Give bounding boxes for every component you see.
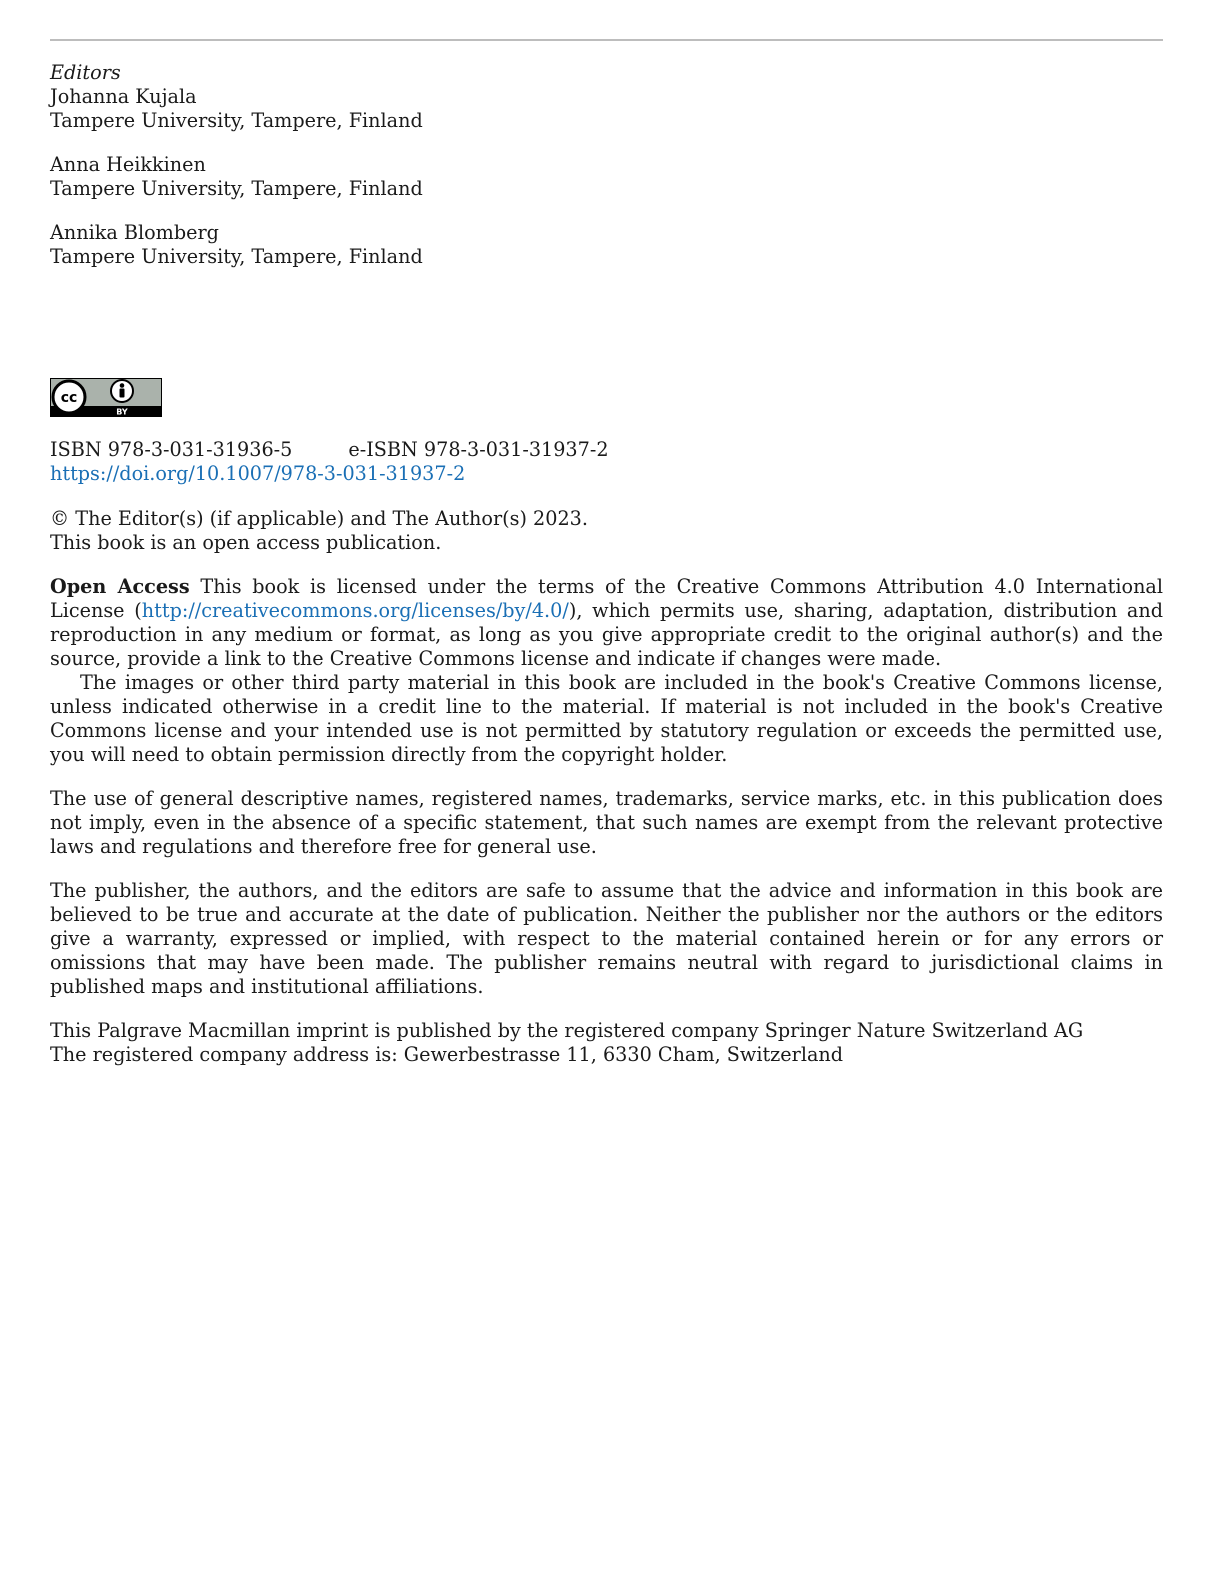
editors-section bbox=[50, 61, 750, 269]
accuracy-disclaimer: The publisher, the authors, and the editors are safe to assume that the advice and information in this book are believed to be true and accurate at the date of publication. Neither the publisher nor the authors or the editors give a warranty, expressed or implied, with respect to the material contained herein or for any errors or omissions that may have been made. The publisher remains neutral with regard to jurisdictional claims in published maps and institutional affiliations. bbox=[50, 879, 1163, 998]
open-access-text-after: ), which permits use, sharing, adaptation, distribution and reproduction in any medium or format, as long as you give appropriate credit to the original author(s) and the source, provide a link to the Creative Commons license and indicate if changes were made. bbox=[50, 599, 1164, 670]
isbn-section bbox=[50, 438, 950, 486]
copyright-section bbox=[50, 507, 950, 555]
isbn-line bbox=[50, 438, 950, 462]
copyright-line: © The Editor(s) (if applicable) and The Author(s) 2023. bbox=[50, 507, 588, 530]
open-access-heading: Open Access bbox=[50, 575, 190, 598]
by-label: BY bbox=[116, 407, 128, 417]
editor-entry bbox=[50, 221, 750, 269]
images-paragraph: The images or other third party material in this book are included in the book's Creative Commons license, unless indicated otherwise in a credit line to the material. If material is not included in the book's Creative Commons license and your intended use is not permitted by statutory regulation or exceeds the permitted use, you will need to obtain permission directly from the copyright holder. bbox=[50, 671, 1163, 766]
open-access-text-before: This book is licensed under the terms of the Creative Commons Attribution 4.0 International License ( bbox=[50, 575, 1163, 622]
editor-name: Annika Blomberg bbox=[50, 221, 219, 244]
publisher-imprint: This Palgrave Macmillan imprint is published by the registered company Springer Nature Switzerland AG bbox=[50, 1019, 1084, 1042]
editor-affiliation: Tampere University, Tampere, Finland bbox=[50, 245, 423, 268]
cc-label: cc bbox=[60, 390, 78, 406]
editor-affiliation: Tampere University, Tampere, Finland bbox=[50, 177, 423, 200]
open-access-paragraph bbox=[50, 575, 1163, 671]
cc-by-badge-icon bbox=[50, 378, 162, 417]
isbn-print: ISBN 978-3-031-31936-5 bbox=[50, 438, 293, 461]
cc-license-link[interactable]: http://creativecommons.org/licenses/by/4.0/ bbox=[141, 599, 569, 622]
publisher-address: The registered company address is: Gewerbestrasse 11, 6330 Cham, Switzerland bbox=[50, 1043, 844, 1066]
isbn-electronic: e-ISBN 978-3-031-31937-2 bbox=[348, 438, 609, 461]
names-disclaimer: The use of general descriptive names, registered names, trademarks, service marks, etc. in this publication does not imply, even in the absence of a specific statement, that such names are exempt from the relevant protective laws and regulations and therefore free for general use. bbox=[50, 787, 1163, 858]
editor-entry bbox=[50, 153, 750, 201]
top-rule bbox=[50, 39, 1163, 41]
license-body bbox=[50, 575, 1163, 1067]
open-access-note: This book is an open access publication. bbox=[50, 531, 442, 554]
doi-link[interactable]: https://doi.org/10.1007/978-3-031-31937-2 bbox=[50, 462, 466, 485]
editor-entry bbox=[50, 85, 750, 133]
editor-name: Johanna Kujala bbox=[50, 85, 197, 108]
editors-label: Editors bbox=[50, 61, 121, 84]
editor-name: Anna Heikkinen bbox=[50, 153, 206, 176]
editor-affiliation: Tampere University, Tampere, Finland bbox=[50, 109, 423, 132]
